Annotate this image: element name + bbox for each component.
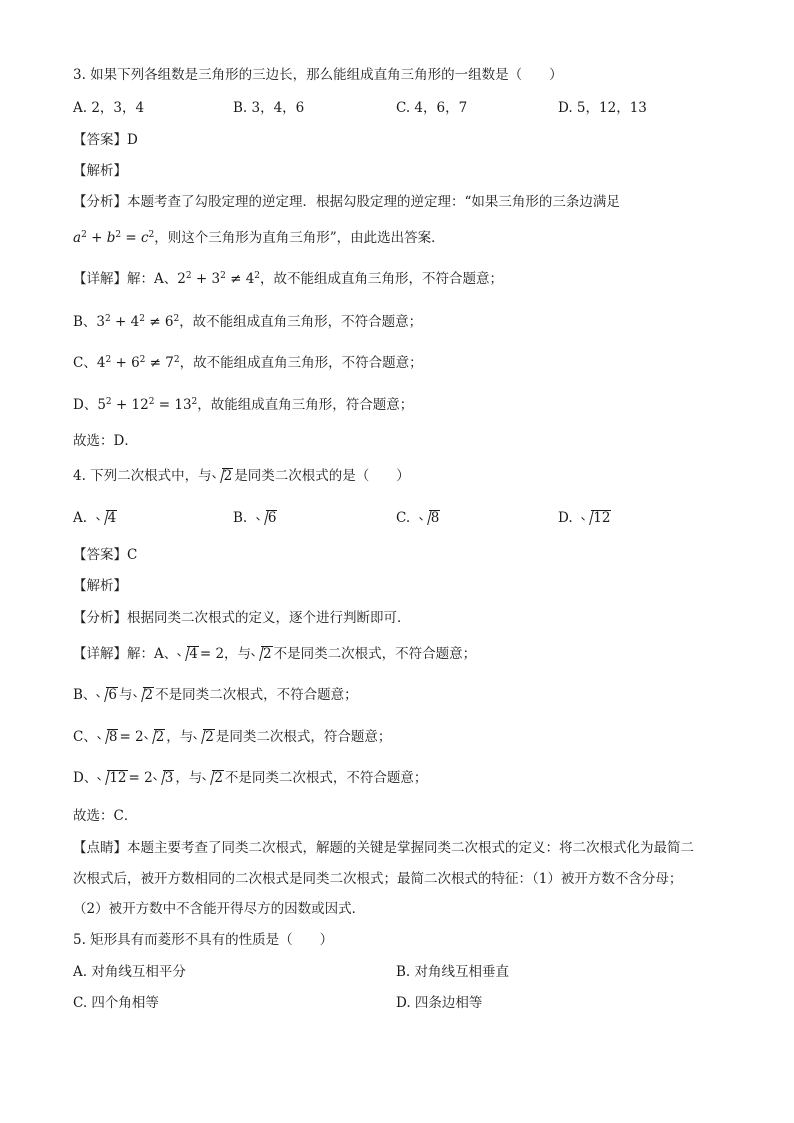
sqrt-symbol: 2	[213, 467, 234, 485]
q4-detail-c	[73, 728, 391, 746]
q4-detail-b	[73, 686, 358, 704]
q4-detail-d-prefix: D、	[73, 770, 98, 786]
q4-option-d	[558, 509, 612, 527]
q4-dianjing-line1: 【点睛】本题主要考查了同类二次根式，解题的关键是掌握同类二次根式的定义：将二次根式化为最简二	[73, 840, 694, 856]
q4-option-c	[396, 509, 441, 527]
q3-fenxi-line1: 【分析】本题考查了勾股定理的逆定理．根据勾股定理的逆定理：“如果三角形的三条边满足	[73, 194, 620, 210]
q4-detail-d-mid2: ，与	[175, 770, 203, 786]
q4-option-c-label: C.	[396, 510, 411, 526]
q4-detail-b-tail: 不是同类二次根式，不符合题意；	[155, 687, 358, 703]
q4-detail-b-prefix: B、	[73, 687, 97, 703]
q4-detail-a-mid: = 2，与	[199, 646, 252, 662]
q3-option-a: A. 2，3，4	[73, 100, 145, 116]
q4-analysis-label: 【解析】	[73, 578, 127, 594]
q4-detail-b-mid: 与	[119, 687, 133, 703]
q3-answer: 【答案】D	[73, 132, 138, 148]
q4-stem-tail: 是同类二次根式的是（ ）	[234, 468, 410, 484]
q3-formula-d: $5^2 + 12^2 = 13^2$	[97, 397, 198, 413]
sqrt-symbol: 8	[98, 728, 119, 746]
q3-fenxi-line2	[73, 229, 445, 247]
q3-detail-a-tail: ，故不能组成直角三角形，不符合题意；	[260, 271, 504, 287]
q3-formula-b: $3^2 + 4^2 \ne 6^2$	[96, 314, 180, 330]
q4-detail-d-tail: 不是同类二次根式，不符合题意；	[224, 770, 428, 786]
sqrt-symbol: 4	[97, 509, 118, 527]
q5-option-a: A. 对角线互相平分	[73, 964, 186, 980]
q4-detail-d	[73, 769, 427, 787]
q3-option-d: D. 5，12，13	[558, 100, 647, 116]
q4-detail-d-mid: = 2	[128, 770, 153, 786]
sqrt-symbol: 12	[582, 509, 611, 527]
q4-option-d-label: D.	[558, 510, 573, 526]
q3-detail-c-prefix: C、	[73, 355, 97, 371]
q3-conclusion: 故选：D．	[73, 433, 138, 449]
q4-option-b	[233, 509, 278, 527]
q3-detail-b-tail: ，故不能组成直角三角形，不符合题意；	[179, 314, 423, 330]
q4-option-b-label: B.	[233, 510, 248, 526]
q3-detail-c	[73, 354, 423, 372]
q4-detail-a-tail: 不是同类二次根式，不符合题意；	[273, 646, 477, 662]
sqrt-symbol: 8	[420, 509, 441, 527]
sqrt-symbol: 2	[252, 645, 273, 663]
q3-formula-c: $4^2 + 6^2 \ne 7^2$	[96, 355, 180, 371]
sqrt-symbol: 6	[97, 686, 118, 704]
q3-detail-d-prefix: D、	[73, 397, 98, 413]
sqrt-symbol: 6	[257, 509, 278, 527]
q3-stem: 3. 如果下列各组数是三角形的三边长，那么能组成直角三角形的一组数是（ ）	[73, 67, 563, 83]
q4-detail-c-mid: = 2	[119, 729, 144, 745]
q3-fenxi-line2-tail: ，则这个三角形为直角三角形”，由此选出答案．	[154, 230, 445, 246]
q3-detail-b	[73, 313, 422, 331]
q3-detail-d-tail: ，故能组成直角三角形，符合题意；	[197, 397, 414, 413]
q4-answer: 【答案】C	[73, 547, 138, 563]
q3-detail-d	[73, 396, 413, 414]
q4-option-a-label: A.	[73, 510, 88, 526]
q3-detail-c-tail: ，故不能组成直角三角形，不符合题意；	[179, 355, 423, 371]
q4-dianjing-line3: （2）被开方数中不含能开得尽方的因数或因式．	[73, 901, 366, 917]
q3-option-b: B. 3，4，6	[233, 100, 305, 116]
q5-option-c: C. 四个角相等	[73, 995, 159, 1011]
q3-detail-a	[73, 270, 503, 288]
q3-detail-a-prefix: 【详解】解：A、	[73, 271, 178, 287]
q4-detail-a-prefix: 【详解】解：A、	[73, 646, 178, 662]
q4-fenxi: 【分析】根据同类二次根式的定义，逐个进行判断即可．	[73, 610, 411, 626]
sqrt-symbol: 2	[134, 686, 155, 704]
q4-detail-c-mid2: ，与	[166, 729, 194, 745]
q3-detail-b-prefix: B、	[73, 314, 97, 330]
q4-option-a	[73, 509, 118, 527]
q3-analysis-label: 【解析】	[73, 163, 127, 179]
sqrt-symbol: 2	[145, 728, 166, 746]
q3-option-c: C. 4，6，7	[396, 100, 468, 116]
q3-formula-a: $2^2 + 3^2 \ne 4^2$	[177, 271, 261, 287]
sqrt-symbol: 4	[178, 645, 199, 663]
q5-stem: 5. 矩形具有而菱形不具有的性质是（ ）	[73, 932, 334, 948]
sqrt-symbol: 3	[154, 769, 175, 787]
q4-detail-a	[73, 645, 476, 663]
sqrt-symbol: 12	[98, 769, 127, 787]
sqrt-symbol: 2	[203, 769, 224, 787]
q4-stem-prefix: 4. 下列二次根式中，与	[73, 468, 212, 484]
sqrt-symbol: 2	[194, 728, 215, 746]
q4-stem	[73, 467, 410, 485]
q4-conclusion: 故选：C．	[73, 808, 138, 824]
pythagorean-formula: $a^2 + b^2 = c^2$	[73, 230, 155, 246]
q4-dianjing-line2: 次根式后，被开方数相同的二次根式是同类二次根式；最简二次根式的特征：（1）被开方数不含分母；	[73, 871, 683, 887]
q4-detail-c-tail: 是同类二次根式，符合题意；	[215, 729, 392, 745]
q4-detail-c-prefix: C、	[73, 729, 97, 745]
q5-option-b: B. 对角线互相垂直	[396, 964, 510, 980]
q5-option-d: D. 四条边相等	[396, 995, 483, 1011]
